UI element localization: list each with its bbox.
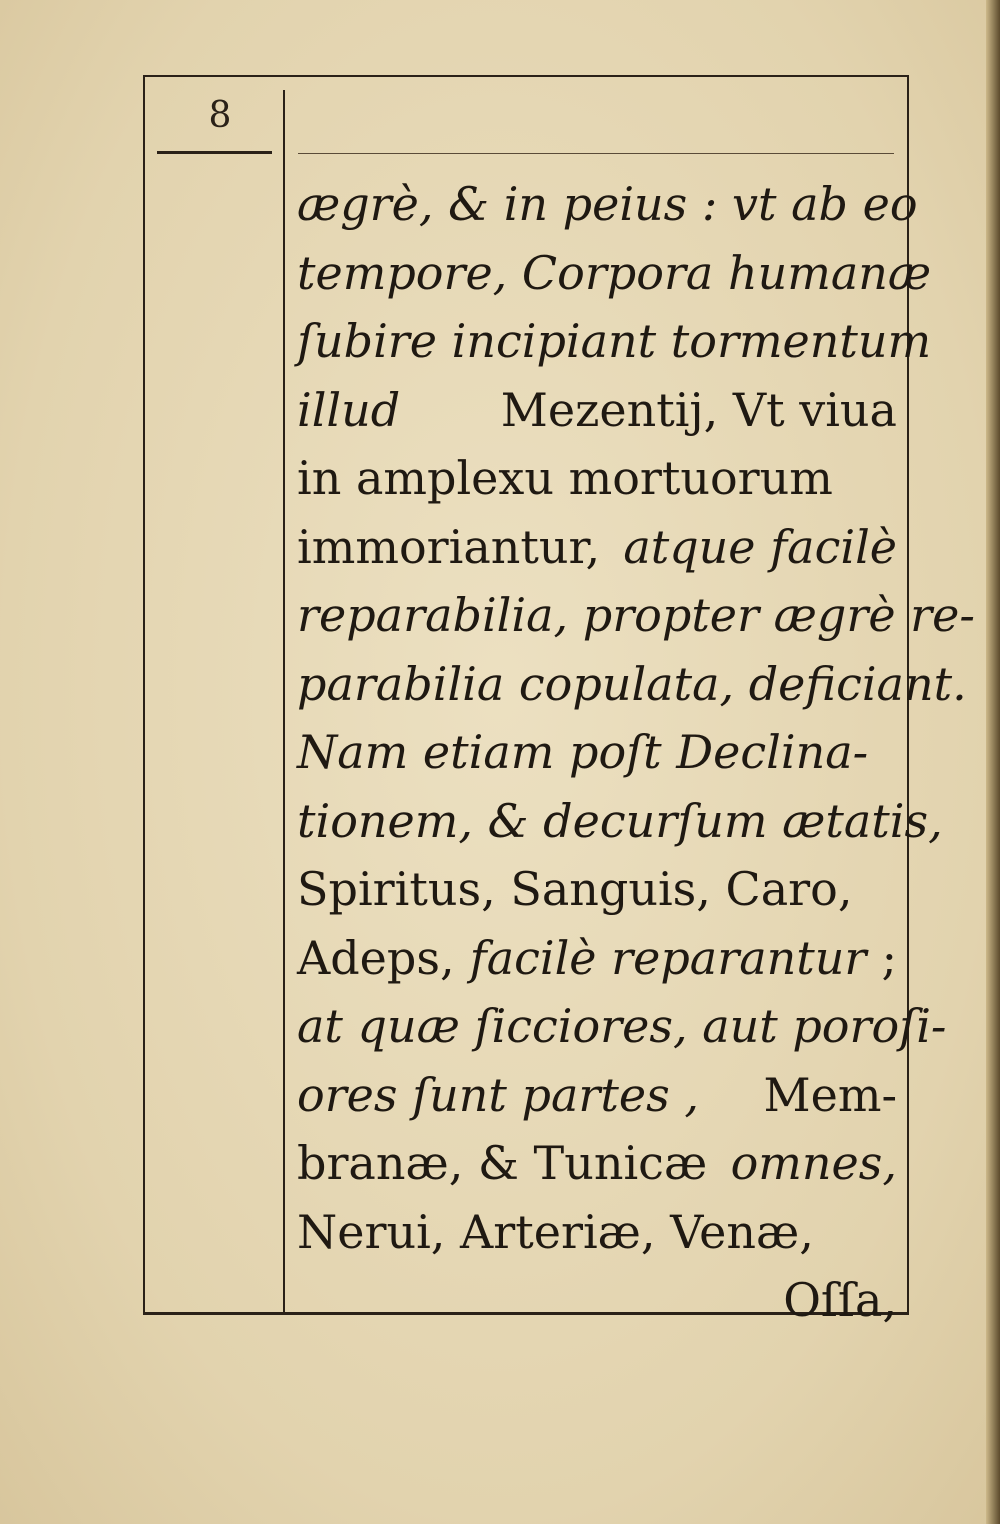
text-line	[297, 1129, 897, 1198]
frame-margin-rule	[283, 90, 285, 1315]
text-line	[297, 239, 932, 308]
text-segment: Spiritus, Sanguis, Caro,	[297, 862, 853, 916]
frame-left-rule	[143, 75, 145, 1315]
text-segment: tempore, Corpora humanæ	[297, 245, 932, 300]
text-segment: Mezentij, Vt viua	[500, 382, 897, 437]
text-line	[297, 1266, 897, 1335]
text-line	[297, 855, 897, 924]
text-segment: ægrè, & in peius : vt ab eo	[297, 177, 918, 231]
text-line	[297, 992, 947, 1061]
text-line	[297, 170, 918, 239]
text-line	[297, 787, 943, 856]
text-segment: Adeps,	[297, 930, 455, 985]
text-line	[297, 718, 897, 787]
text-segment: atque facilè	[623, 519, 897, 574]
text-segment: Nam etiam poſt Declina-	[297, 725, 869, 779]
text-line	[297, 376, 897, 445]
text-segment: omnes,	[730, 1136, 897, 1190]
text-line	[297, 307, 932, 376]
text-segment: facilè reparantur	[469, 930, 867, 985]
text-line	[297, 1061, 897, 1130]
page-edge-shadow	[986, 0, 1000, 1524]
text-segment: parabilia copulata, deficiant.	[297, 656, 967, 711]
text-segment: Mem-	[763, 1067, 897, 1122]
text-line	[297, 650, 967, 719]
text-segment: ores ſunt partes ,	[297, 1067, 699, 1122]
text-segment: immoriantur,	[297, 519, 601, 574]
text-line	[297, 924, 897, 993]
body-text	[297, 170, 975, 1335]
page-number-rule	[157, 151, 272, 154]
frame-top-rule	[143, 75, 909, 77]
page-number: 8	[208, 95, 232, 136]
text-segment: Oſſa,	[783, 1273, 897, 1327]
text-segment: at quæ ſicciores, aut poroſi-	[297, 999, 947, 1053]
text-segment: branæ, & Tunicæ	[297, 1136, 708, 1190]
text-segment: illud	[297, 382, 401, 437]
text-segment: tionem, & decurſum ætatis,	[297, 793, 943, 848]
text-segment: Nerui, Arteriæ, Venæ,	[297, 1204, 814, 1259]
text-line	[297, 581, 975, 650]
text-line	[297, 444, 897, 513]
header-rule	[298, 153, 894, 154]
text-segment: ;	[881, 930, 897, 985]
text-line	[297, 1198, 897, 1267]
text-line	[297, 513, 897, 582]
text-segment: ſubire incipiant tormentum	[297, 314, 932, 368]
text-segment: reparabilia, propter ægrè re-	[297, 588, 975, 642]
text-segment: in amplexu mortuorum	[297, 451, 833, 505]
